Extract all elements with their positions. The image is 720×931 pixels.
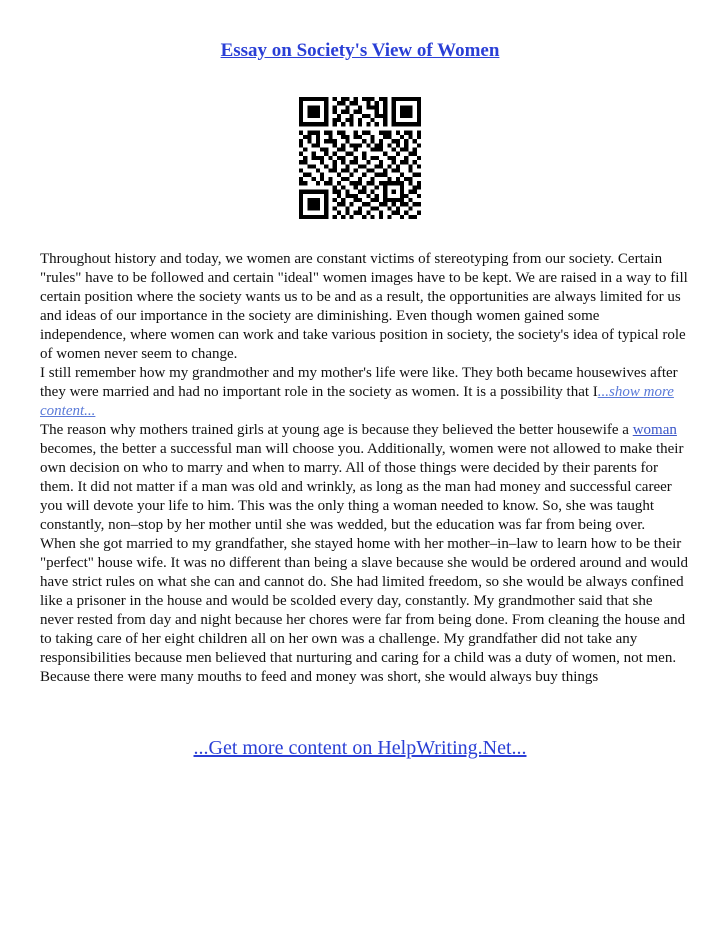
paragraph-3 [40,421,688,535]
paragraph-2-text: I still remember how my grandmother and my mother's life were like. They both became housewives after they were married and had no important role in the society as women. It is a possibility that I [40,365,678,400]
paragraph-3-text-end: becomes, the better a successful man will choose you. Additionally, women were not allowed to make their own decision on who to marry and when to marry. All of those things were decided by their parents for them. It did not matter if a man was old and wrinkly, as long as the man had money and successful career you will devote your life to him. This was the only thing a woman needed to know. So, she was taught constantly, non–stop by her mother until she was wedded, but the education was far from being over. [40,441,684,533]
show-more-link[interactable]: ...show more content... [40,384,674,419]
document-title[interactable]: Essay on Society's View of Women [220,40,500,61]
qr-code-icon [299,97,421,219]
get-more-content-link[interactable]: ...Get more content on HelpWriting.Net... [193,737,527,759]
paragraph-4: When she got married to my grandfather, she stayed home with her mother–in–law to learn how to be their "perfect" house wife. It was no different than being a slave because she would be ordered around and would have strict rules on what she can and cannot do. She had limited freedom, so she would be always confined like a prisoner in the house and would be scolded every day, constantly. My grandmother said that she never rested from day and night because her chores were far from being done. From cleaning the house and to taking care of her eight children all on her own was a challenge. My grandfather did not take any responsibilities because men believed that nurturing and caring for a child was a duty of women, not men. Because there were many mouths to feed and money was short, she would always buy things [40,536,688,685]
paragraph-2 [40,364,688,421]
essay-body [40,250,688,687]
paragraph-3-text-start: The reason why mothers trained girls at young age is because they believed the better housewife a [40,422,633,438]
woman-link[interactable]: woman [632,422,677,438]
paragraph-1: Throughout history and today, we women are constant victims of stereotyping from our society. Certain "rules" have to be followed and certain "ideal" women images have to be kept. We are raised in a way to fill certain position where the society wants us to be and as a result, the opportunities are always limited for us and ideas of our importance in the society are diminishing. Even though women gained some independence, where women can work and take various position in society, the society's idea of typical role of women never seem to change. [40,251,688,362]
